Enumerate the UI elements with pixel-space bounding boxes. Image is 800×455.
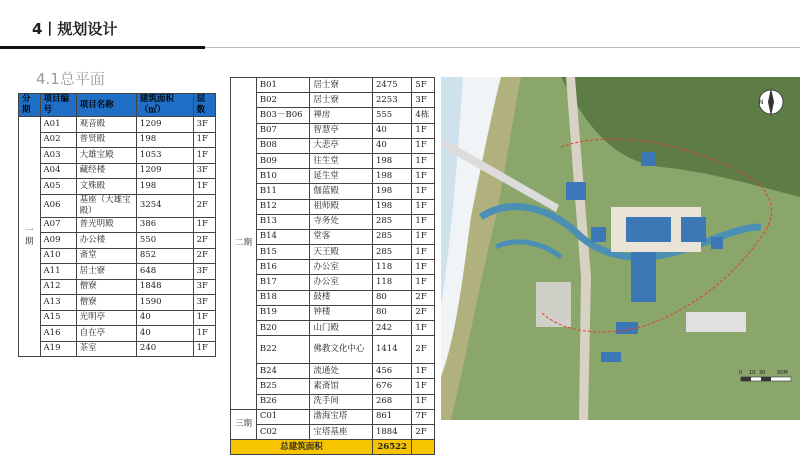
cell-area: 80 [372,305,411,320]
cell-name: 寺务处 [310,214,373,229]
cell-name: 文殊殿 [76,179,136,195]
cell-area: 285 [372,245,411,260]
cell-floors: 1F [412,394,435,409]
cell-area: 861 [372,409,411,424]
cell-floors: 1F [412,245,435,260]
cell-area: 198 [136,132,193,148]
cell-floors: 1F [412,321,435,336]
cell-code: B20 [256,321,310,336]
header-rule-dark [0,46,205,49]
cell-name: 光明亭 [76,310,136,326]
col-area: 建筑面积（㎡） [136,94,193,117]
cell-area: 2253 [372,93,411,108]
scale-label-10: 10 [749,370,756,376]
col-floors: 层数 [193,94,215,117]
table-row [19,194,216,217]
cell-name: 藏经楼 [76,163,136,179]
cell-area: 40 [136,310,193,326]
table-row [231,108,435,123]
cell-name: 智慧亭 [310,123,373,138]
cell-area: 242 [372,321,411,336]
table-row [231,379,435,394]
cell-name: 素斋馆 [310,379,373,394]
cell-name: 往生堂 [310,153,373,168]
cell-name: 佛教文化中心 [310,336,373,364]
cell-name: 宝塔基座 [310,424,373,439]
cell-area: 40 [136,326,193,342]
cell-code: C02 [256,424,310,439]
cell-floors: 3F [412,93,435,108]
cell-floors: 1F [412,379,435,394]
table-row [19,163,216,179]
cell-area: 852 [136,248,193,264]
table-row [231,245,435,260]
cell-floors: 3F [193,295,215,311]
table-row [231,199,435,214]
table-row [19,326,216,342]
table-row [231,184,435,199]
table-row [19,217,216,233]
cell-floors: 5F [412,78,435,93]
cell-area: 240 [136,341,193,357]
cell-name: 自在亭 [76,326,136,342]
cell-code: B25 [256,379,310,394]
cell-name: 斋堂 [76,248,136,264]
cell-name: 茶室 [76,341,136,357]
cell-name: 钟楼 [310,305,373,320]
cell-area: 198 [136,179,193,195]
table-row [231,214,435,229]
cell-code: B22 [256,336,310,364]
cell-area: 118 [372,260,411,275]
cell-code: B10 [256,169,310,184]
table-row [19,295,216,311]
cell-floors: 1F [193,326,215,342]
cell-area: 2475 [372,78,411,93]
cell-area: 80 [372,290,411,305]
cell-floors: 1F [412,184,435,199]
phase-cell: 二期 [231,78,257,410]
cell-area: 1590 [136,295,193,311]
cell-floors: 3F [193,264,215,280]
table-row [19,310,216,326]
table-row [231,275,435,290]
total-empty-cell [412,440,435,455]
site-plan-map [441,77,800,420]
cell-floors: 1F [412,153,435,168]
table-row [19,132,216,148]
scale-label-0: 0 [739,370,743,376]
cell-name: 鼓楼 [310,290,373,305]
cell-area: 676 [372,379,411,394]
cell-code: A19 [40,341,76,357]
cell-area: 1209 [136,117,193,133]
cell-floors: 7F [412,409,435,424]
cell-name: 居士寮 [76,264,136,280]
cell-name: 洗手间 [310,394,373,409]
cell-floors: 1F [412,364,435,379]
cell-area: 40 [372,138,411,153]
col-phase: 分期 [19,94,41,117]
cell-area: 555 [372,108,411,123]
cell-name: 流通处 [310,364,373,379]
cell-code: A04 [40,163,76,179]
cell-code: A10 [40,248,76,264]
cell-code: A01 [40,117,76,133]
cell-area: 456 [372,364,411,379]
cell-name: 大悲亭 [310,138,373,153]
cell-name: 天王殿 [310,245,373,260]
cell-code: B15 [256,245,310,260]
cell-code: A11 [40,264,76,280]
cell-code: B14 [256,229,310,244]
cell-area: 1884 [372,424,411,439]
cell-code: B24 [256,364,310,379]
cell-floors: 1F [193,217,215,233]
table-row [19,341,216,357]
cell-code: B02 [256,93,310,108]
col-name: 项目名称 [76,94,136,117]
table-row [231,336,435,364]
cell-name: 堂客 [310,229,373,244]
cell-area: 550 [136,233,193,249]
cell-floors: 1F [193,148,215,164]
cell-name: 办公室 [310,275,373,290]
total-label: 总建筑面积 [231,440,373,455]
cell-code: B17 [256,275,310,290]
cell-floors: 1F [412,214,435,229]
cell-name: 大雄宝殿 [76,148,136,164]
cell-floors: 1F [193,179,215,195]
cell-name: 山门殿 [310,321,373,336]
cell-code: B18 [256,290,310,305]
cell-name: 观音殿 [76,117,136,133]
table-row [19,264,216,280]
scale-label-30: 30 [759,370,766,376]
table-row [19,248,216,264]
subsection-title: 4.1总平面 [36,70,105,88]
cell-code: A16 [40,326,76,342]
cell-code: A06 [40,194,76,217]
cell-name: 渤海宝塔 [310,409,373,424]
cell-code: A05 [40,179,76,195]
cell-code: B19 [256,305,310,320]
cell-name: 僧寮 [76,295,136,311]
cell-name: 普贤殿 [76,132,136,148]
cell-code: A09 [40,233,76,249]
cell-floors: 1F [412,169,435,184]
cell-name: 僧寮 [76,279,136,295]
cell-code: A02 [40,132,76,148]
cell-area: 1209 [136,163,193,179]
cell-code: B16 [256,260,310,275]
section-title: 4丨规划设计 [32,20,118,38]
phase-cell: 一期 [19,117,41,357]
cell-name: 延生堂 [310,169,373,184]
cell-floors: 1F [412,275,435,290]
col-code: 项目编号 [40,94,76,117]
table-row [231,123,435,138]
slide-header [0,0,800,46]
cell-area: 1414 [372,336,411,364]
cell-name: 办公楼 [76,233,136,249]
cell-floors: 1F [412,229,435,244]
cell-floors: 3F [193,279,215,295]
cell-area: 285 [372,214,411,229]
cell-area: 268 [372,394,411,409]
cell-code: B13 [256,214,310,229]
table-row [19,117,216,133]
table-row [19,233,216,249]
table-row [231,169,435,184]
cell-area: 198 [372,184,411,199]
cell-code: A03 [40,148,76,164]
table-row [231,364,435,379]
table-row [231,153,435,168]
table-row [231,229,435,244]
cell-floors: 3F [193,163,215,179]
cell-area: 648 [136,264,193,280]
cell-code: C01 [256,409,310,424]
compass-label: N [759,99,764,106]
cell-floors: 2F [193,233,215,249]
cell-code: B26 [256,394,310,409]
cell-area: 1053 [136,148,193,164]
table-row [231,78,435,93]
table-row [231,409,435,424]
total-value: 26522 [372,440,411,455]
table-row [19,148,216,164]
table-row [231,93,435,108]
cell-floors: 2F [412,424,435,439]
table-row [231,305,435,320]
cell-floors: 1F [193,341,215,357]
cell-area: 198 [372,169,411,184]
phase-cell: 三期 [231,409,257,439]
cell-name: 祖师殿 [310,199,373,214]
cell-name: 禅房 [310,108,373,123]
cell-code: B01 [256,78,310,93]
cell-floors: 3F [193,117,215,133]
cell-code: A13 [40,295,76,311]
table-row [231,321,435,336]
table-row [19,179,216,195]
cell-area: 1848 [136,279,193,295]
cell-name: 居士寮 [310,78,373,93]
total-row [231,440,435,455]
header-rule-light [205,47,800,48]
table-row [231,290,435,305]
cell-floors: 2F [193,194,215,217]
cell-floors: 1F [412,123,435,138]
cell-floors: 2F [412,336,435,364]
cell-floors: 1F [412,138,435,153]
cell-floors: 1F [412,260,435,275]
cell-name: 普光明殿 [76,217,136,233]
cell-code: B08 [256,138,310,153]
cell-area: 198 [372,199,411,214]
table-row [19,279,216,295]
cell-floors: 1F [412,199,435,214]
cell-floors: 2F [412,305,435,320]
cell-area: 285 [372,229,411,244]
table-row [231,424,435,439]
cell-floors: 1F [193,310,215,326]
cell-code: B03－B06 [256,108,310,123]
table-row [231,394,435,409]
cell-code: B11 [256,184,310,199]
phase1-table [18,93,216,357]
table-row [231,260,435,275]
cell-area: 386 [136,217,193,233]
cell-name: 居士寮 [310,93,373,108]
cell-floors: 2F [193,248,215,264]
parking-lot [536,282,571,327]
scale-label-50: 50M [777,370,788,376]
cell-code: B09 [256,153,310,168]
cell-area: 118 [372,275,411,290]
cell-name: 办公室 [310,260,373,275]
cell-area: 40 [372,123,411,138]
cell-floors: 2F [412,290,435,305]
cell-code: A15 [40,310,76,326]
cell-name: 伽蓝殿 [310,184,373,199]
phase1-header-row [19,94,216,117]
cell-area: 198 [372,153,411,168]
cell-code: A07 [40,217,76,233]
cell-code: B07 [256,123,310,138]
phase2-3-table [230,77,435,455]
cell-code: B12 [256,199,310,214]
cell-floors: 4栋 [412,108,435,123]
cell-floors: 1F [193,132,215,148]
table-row [231,138,435,153]
cell-code: A12 [40,279,76,295]
cell-name: 基座（大雄宝殿） [76,194,136,217]
cell-area: 3254 [136,194,193,217]
